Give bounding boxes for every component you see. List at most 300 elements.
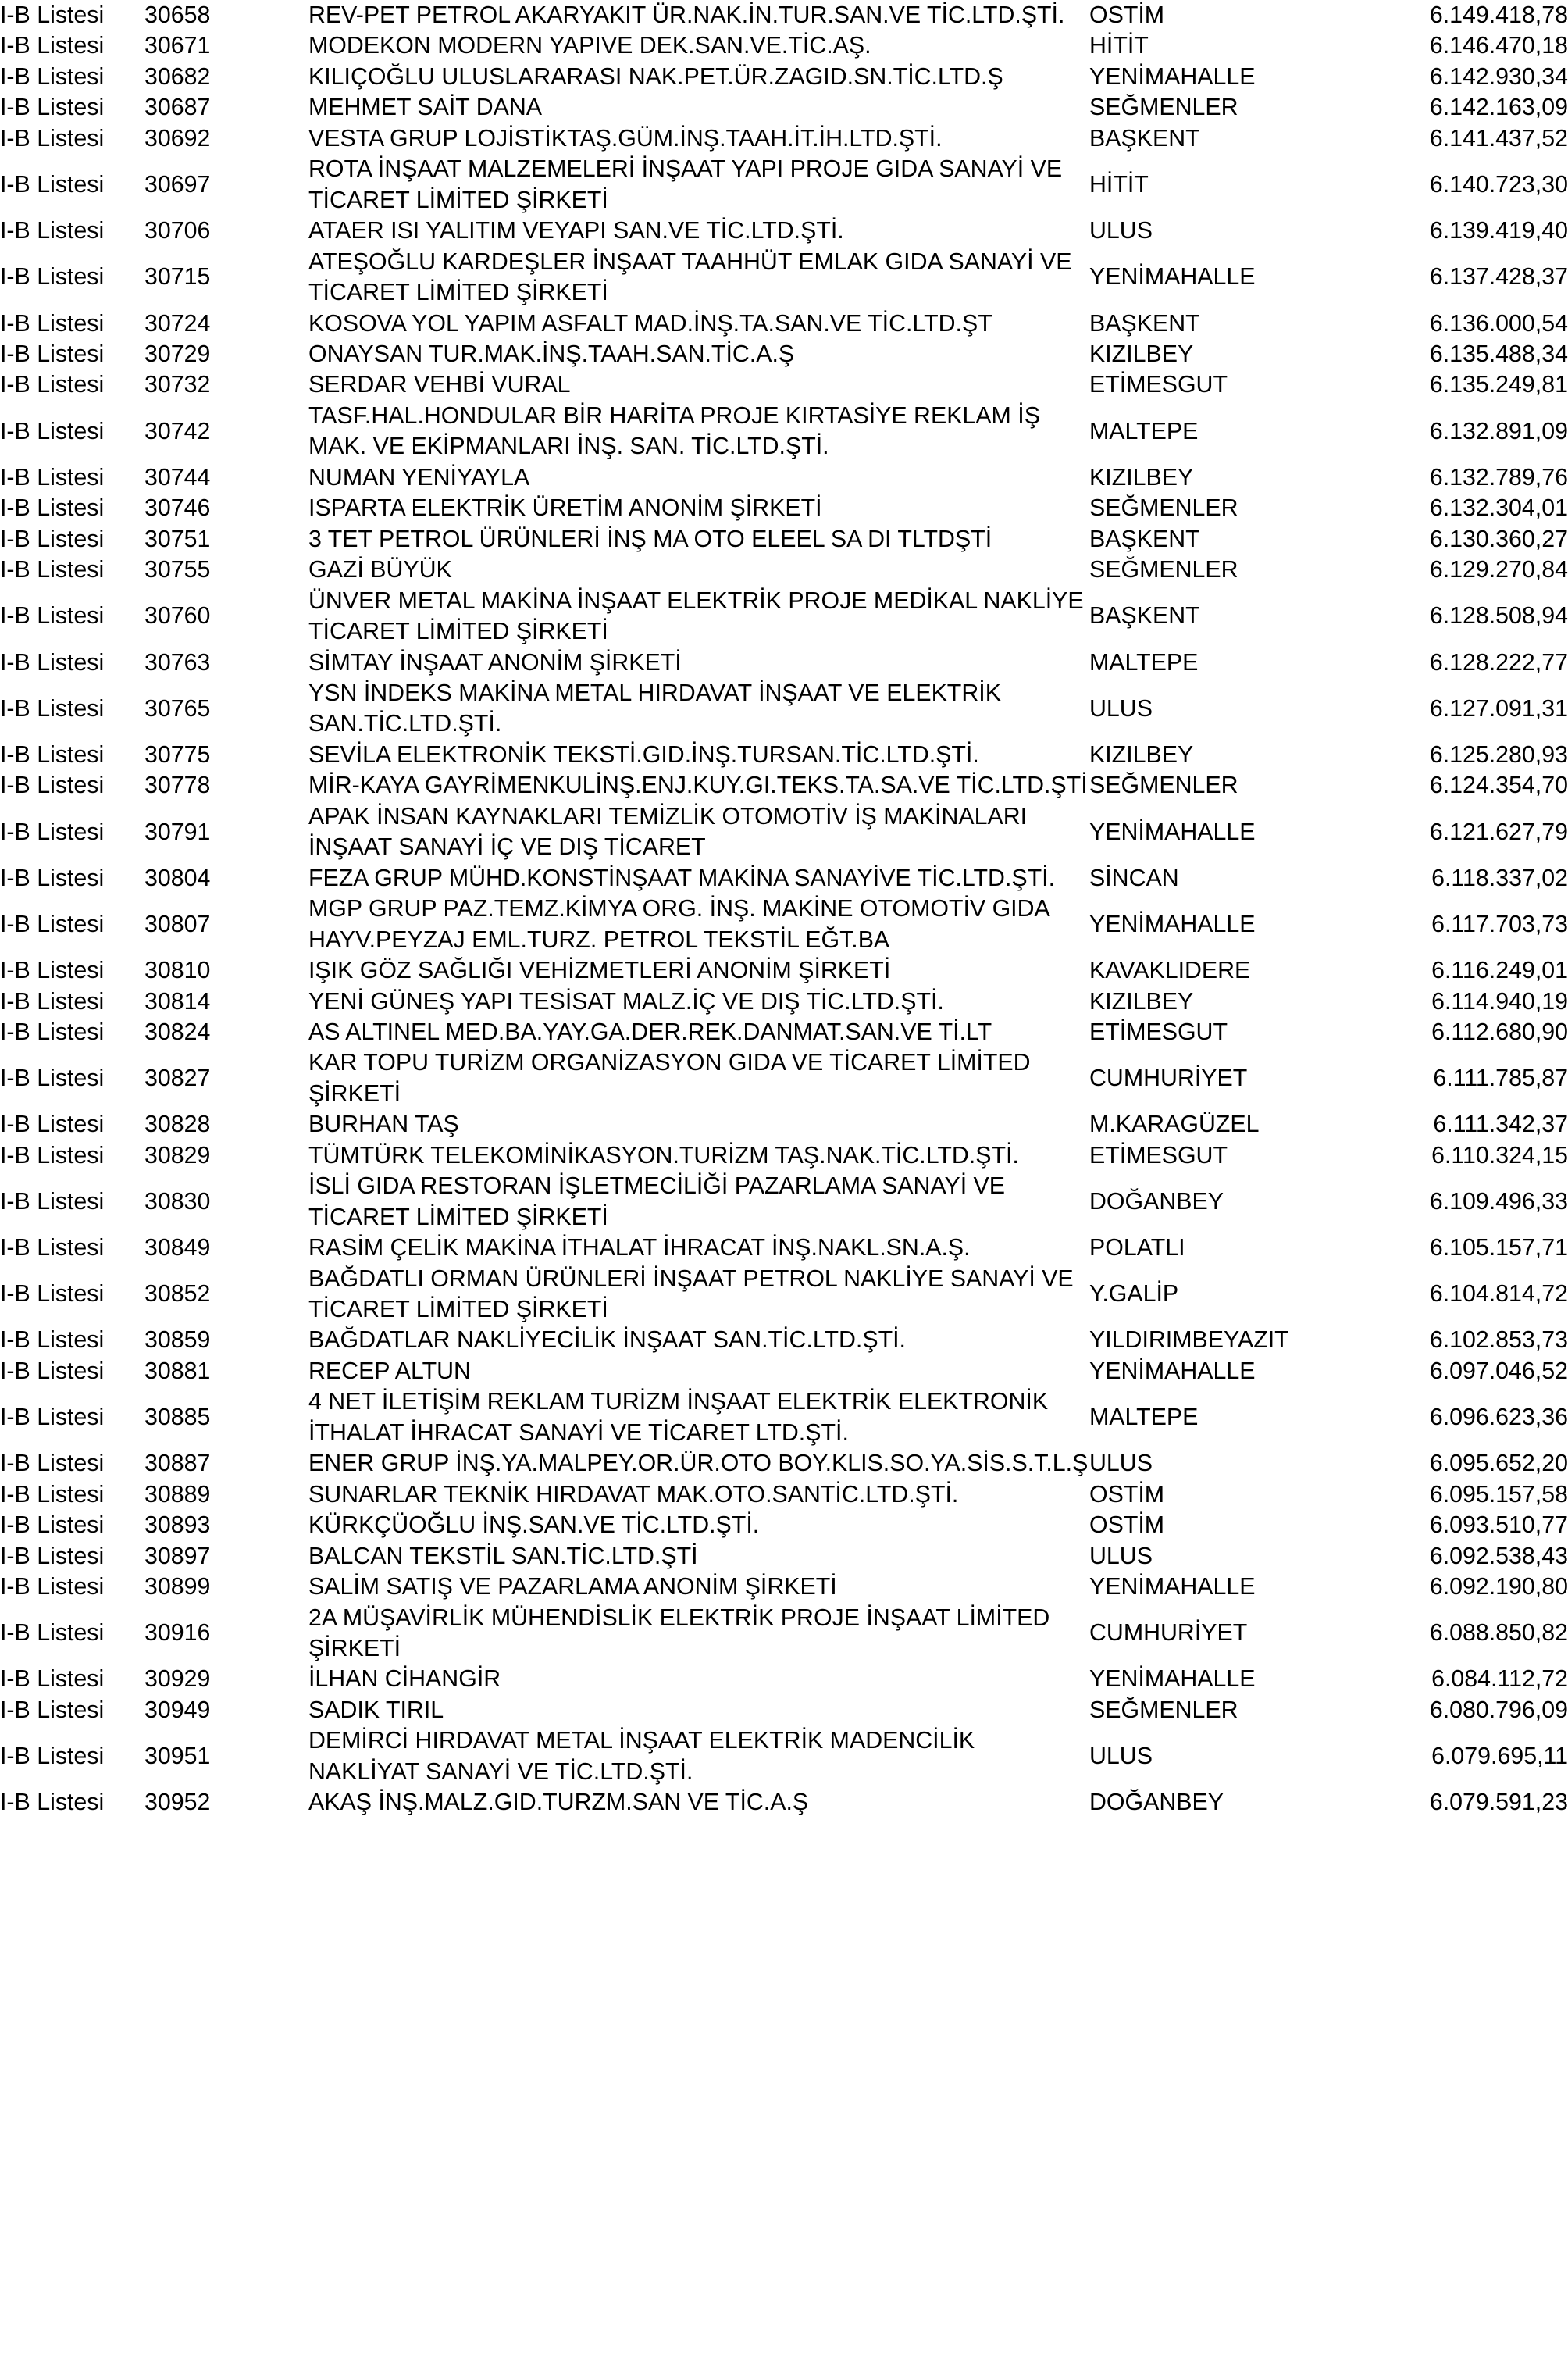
cell-debt-amount: 6.142.163,09: [1429, 95, 1568, 121]
table-row[interactable]: [0, 1510, 1568, 1540]
cell-sequence-id: 30729: [144, 341, 211, 367]
table-row[interactable]: [0, 740, 1568, 770]
cell-tax-office: DOĞANBEY: [1089, 1790, 1224, 1816]
cell-list-label: I-B Listesi: [0, 218, 105, 244]
cell-list-label: I-B Listesi: [0, 773, 105, 799]
cell-debt-amount: 6.142.930,34: [1429, 63, 1568, 90]
cell-list-label: I-B Listesi: [0, 865, 105, 891]
cell-sequence-id: 30724: [144, 310, 211, 337]
cell-debt-amount: 6.104.814,72: [1429, 1281, 1568, 1308]
cell-debt-amount: 6.095.652,20: [1429, 1451, 1568, 1477]
cell-debt-amount: 6.118.337,02: [1431, 865, 1568, 891]
cell-list-label: I-B Listesi: [0, 1620, 105, 1647]
cell-debt-amount: 6.110.324,15: [1431, 1142, 1568, 1169]
cell-debt-amount: 6.149.418,78: [1429, 2, 1568, 28]
cell-debt-amount: 6.096.623,36: [1429, 1404, 1568, 1431]
table-row[interactable]: [0, 123, 1568, 154]
cell-debt-amount: 6.080.796,09: [1429, 1697, 1568, 1723]
cell-spacer: [262, 678, 308, 740]
table-row[interactable]: [0, 1017, 1568, 1047]
table-row[interactable]: [0, 401, 1568, 462]
cell-debt-amount: 6.109.496,33: [1429, 1188, 1568, 1215]
table-row[interactable]: [0, 1787, 1568, 1818]
cell-spacer: [262, 1017, 308, 1047]
cell-list-label: I-B Listesi: [0, 418, 105, 444]
cell-company-name: MGP GRUP PAZ.TEMZ.KİMYA ORG. İNŞ. MAKİNE OTOMOTİV GIDA HAYV.PEYZAJ EML.TURZ. PETROL TEKSTİL EĞT.BA: [308, 896, 1049, 953]
cell-company-name: IŞIK GÖZ SAĞLIĞI VEHİZMETLERİ ANONİM ŞİRKETİ: [308, 958, 891, 984]
cell-company-name: DEMİRCİ HIRDAVAT METAL İNŞAAT ELEKTRİK MADENCİLİK NAKLİYAT SANAYİ VE TİC.LTD.ŞTİ.: [308, 1728, 975, 1785]
cell-tax-office: YENİMAHALLE: [1089, 1666, 1256, 1693]
cell-list-label: I-B Listesi: [0, 1697, 105, 1723]
cell-debt-amount: 6.141.437,52: [1429, 125, 1568, 152]
cell-sequence-id: 30715: [144, 264, 211, 291]
cell-debt-amount: 6.079.591,23: [1429, 1790, 1568, 1816]
cell-sequence-id: 30732: [144, 372, 211, 398]
cell-spacer: [262, 339, 308, 369]
table-row[interactable]: [0, 586, 1568, 648]
cell-sequence-id: 30829: [144, 1142, 211, 1169]
cell-tax-office: SEĞMENLER: [1089, 1697, 1238, 1723]
table-row[interactable]: [0, 62, 1568, 92]
cell-company-name: MEHMET SAİT DANA: [308, 95, 542, 121]
cell-company-name: KÜRKÇÜOĞLU İNŞ.SAN.VE TİC.LTD.ŞTİ.: [308, 1512, 760, 1539]
cell-spacer: [262, 1603, 308, 1665]
cell-debt-amount: 6.125.280,93: [1429, 741, 1568, 768]
cell-debt-amount: 6.088.850,82: [1429, 1620, 1568, 1647]
cell-debt-amount: 6.084.112,72: [1431, 1666, 1568, 1693]
cell-tax-office: ULUS: [1089, 1543, 1153, 1569]
cell-spacer: [262, 555, 308, 585]
cell-company-name: ENER GRUP İNŞ.YA.MALPEY.OR.ÜR.OTO BOY.KLIS.SO.YA.SİS.S.T.L.Ş: [308, 1451, 1089, 1477]
table-row[interactable]: [0, 216, 1568, 246]
cell-company-name: YENİ GÜNEŞ YAPI TESİSAT MALZ.İÇ VE DIŞ TİC.LTD.ŞTİ.: [308, 988, 944, 1015]
cell-sequence-id: 30791: [144, 819, 211, 845]
cell-tax-office: ETİMESGUT: [1089, 372, 1228, 398]
cell-tax-office: YENİMAHALLE: [1089, 1574, 1256, 1600]
cell-debt-amount: 6.095.157,58: [1429, 1481, 1568, 1508]
cell-sequence-id: 30916: [144, 1620, 211, 1647]
cell-sequence-id: 30763: [144, 649, 211, 676]
cell-company-name: SEVİLA ELEKTRONİK TEKSTİ.GID.İNŞ.TURSAN.TİC.LTD.ŞTİ.: [308, 741, 979, 768]
cell-sequence-id: 30751: [144, 526, 211, 552]
cell-spacer: [262, 740, 308, 770]
cell-company-name: TASF.HAL.HONDULAR BİR HARİTA PROJE KIRTASİYE REKLAM İŞ MAK. VE EKİPMANLARI İNŞ. SAN. TİC.LTD.ŞTİ.: [308, 402, 1040, 460]
table-row[interactable]: [0, 1171, 1568, 1233]
cell-company-name: SİMTAY İNŞAAT ANONİM ŞİRKETİ: [308, 649, 682, 676]
cell-list-label: I-B Listesi: [0, 1574, 105, 1600]
cell-tax-office: SEĞMENLER: [1089, 495, 1238, 522]
cell-list-label: I-B Listesi: [0, 1327, 105, 1354]
cell-spacer: [262, 863, 308, 894]
cell-list-label: I-B Listesi: [0, 1188, 105, 1215]
table-row[interactable]: [0, 92, 1568, 123]
table-row[interactable]: [0, 369, 1568, 400]
cell-tax-office: BAŞKENT: [1089, 526, 1200, 552]
cell-spacer: [262, 1356, 308, 1386]
table-row[interactable]: [0, 493, 1568, 523]
table-row[interactable]: [0, 1541, 1568, 1572]
cell-company-name: KAR TOPU TURİZM ORGANİZASYON GIDA VE TİCARET LİMİTED ŞİRKETİ: [308, 1050, 1031, 1107]
cell-tax-office: YENİMAHALLE: [1089, 1358, 1256, 1384]
cell-debt-amount: 6.102.853,73: [1429, 1327, 1568, 1354]
cell-sequence-id: 30810: [144, 958, 211, 984]
cell-sequence-id: 30889: [144, 1481, 211, 1508]
table-row[interactable]: [0, 555, 1568, 585]
cell-debt-amount: 6.114.940,19: [1431, 988, 1568, 1015]
cell-tax-office: CUMHURİYET: [1089, 1065, 1248, 1092]
cell-company-name: BAĞDATLAR NAKLİYECİLİK İNŞAAT SAN.TİC.LTD.ŞTİ.: [308, 1327, 906, 1354]
cell-tax-office: SEĞMENLER: [1089, 95, 1238, 121]
cell-sequence-id: 30887: [144, 1451, 211, 1477]
cell-tax-office: KIZILBEY: [1089, 464, 1194, 491]
cell-company-name: ISPARTA ELEKTRİK ÜRETİM ANONİM ŞİRKETİ: [308, 495, 822, 522]
cell-spacer: [262, 1386, 308, 1448]
cell-company-name: NUMAN YENİYAYLA: [308, 464, 530, 491]
cell-spacer: [262, 1695, 308, 1725]
cell-spacer: [262, 1233, 308, 1263]
cell-sequence-id: 30951: [144, 1743, 211, 1770]
cell-sequence-id: 30859: [144, 1327, 211, 1354]
cell-sequence-id: 30899: [144, 1574, 211, 1600]
cell-spacer: [262, 1140, 308, 1171]
cell-sequence-id: 30697: [144, 171, 211, 198]
cell-sequence-id: 30760: [144, 603, 211, 630]
table-row[interactable]: [0, 1725, 1568, 1787]
cell-spacer: [262, 493, 308, 523]
cell-spacer: [262, 1510, 308, 1540]
table-row[interactable]: [0, 247, 1568, 309]
cell-spacer: [262, 648, 308, 678]
cell-company-name: RASİM ÇELİK MAKİNA İTHALAT İHRACAT İNŞ.NAKL.SN.A.Ş.: [308, 1235, 971, 1261]
cell-debt-amount: 6.116.249,01: [1431, 958, 1568, 984]
cell-tax-office: YENİMAHALLE: [1089, 819, 1256, 845]
cell-sequence-id: 30949: [144, 1697, 211, 1723]
cell-tax-office: KIZILBEY: [1089, 741, 1194, 768]
cell-tax-office: BAŞKENT: [1089, 125, 1200, 152]
cell-tax-office: POLATLI: [1089, 1235, 1185, 1261]
cell-list-label: I-B Listesi: [0, 1142, 105, 1169]
cell-tax-office: SEĞMENLER: [1089, 557, 1238, 583]
cell-list-label: I-B Listesi: [0, 1404, 105, 1431]
cell-list-label: I-B Listesi: [0, 1019, 105, 1045]
cell-spacer: [262, 1664, 308, 1694]
cell-sequence-id: 30849: [144, 1235, 211, 1261]
cell-sequence-id: 30893: [144, 1512, 211, 1539]
cell-list-label: I-B Listesi: [0, 310, 105, 337]
cell-spacer: [262, 123, 308, 154]
table-row[interactable]: [0, 1325, 1568, 1355]
cell-tax-office: MALTEPE: [1089, 649, 1199, 676]
cell-company-name: APAK İNSAN KAYNAKLARI TEMİZLİK OTOMOTİV İŞ MAKİNALARI İNŞAAT SANAYİ İÇ VE DIŞ TİCARET: [308, 803, 1028, 861]
cell-debt-amount: 6.132.304,01: [1429, 495, 1568, 522]
cell-debt-amount: 6.135.249,81: [1429, 372, 1568, 398]
cell-spacer: [262, 92, 308, 123]
cell-list-label: I-B Listesi: [0, 741, 105, 768]
table-row[interactable]: [0, 1356, 1568, 1386]
cell-list-label: I-B Listesi: [0, 1112, 105, 1138]
cell-sequence-id: 30929: [144, 1666, 211, 1693]
cell-company-name: MİR-KAYA GAYRİMENKULİNŞ.ENJ.KUY.GI.TEKS.TA.SA.VE TİC.LTD.ŞTİ: [308, 773, 1088, 799]
cell-debt-amount: 6.137.428,37: [1429, 264, 1568, 291]
cell-spacer: [262, 247, 308, 309]
cell-sequence-id: 30658: [144, 2, 211, 28]
cell-company-name: ATAER ISI YALITIM VEYAPI SAN.VE TİC.LTD.ŞTİ.: [308, 218, 844, 244]
cell-spacer: [262, 154, 308, 216]
cell-tax-office: YENİMAHALLE: [1089, 911, 1256, 937]
cell-debt-amount: 6.097.046,52: [1429, 1358, 1568, 1384]
cell-company-name: ATEŞOĞLU KARDEŞLER İNŞAAT TAAHHÜT EMLAK GIDA SANAYİ VE TİCARET LİMİTED ŞİRKETİ: [308, 248, 1072, 306]
cell-tax-office: YILDIRIMBEYAZIT: [1089, 1327, 1289, 1354]
cell-tax-office: ETİMESGUT: [1089, 1019, 1228, 1045]
cell-tax-office: SİNCAN: [1089, 865, 1179, 891]
table-row[interactable]: [0, 648, 1568, 678]
cell-company-name: REV-PET PETROL AKARYAKIT ÜR.NAK.İN.TUR.SAN.VE TİC.LTD.ŞTİ.: [308, 2, 1065, 28]
table-row[interactable]: [0, 524, 1568, 555]
table-row[interactable]: [0, 678, 1568, 740]
cell-list-label: I-B Listesi: [0, 171, 105, 198]
cell-spacer: [262, 1047, 308, 1109]
cell-tax-office: KIZILBEY: [1089, 341, 1194, 367]
cell-debt-amount: 6.093.510,77: [1429, 1512, 1568, 1539]
cell-list-label: I-B Listesi: [0, 33, 105, 59]
cell-spacer: [262, 1448, 308, 1479]
table-row[interactable]: [0, 1448, 1568, 1479]
cell-spacer: [262, 586, 308, 648]
cell-company-name: KILIÇOĞLU ULUSLARARASI NAK.PET.ÜR.ZAGID.SN.TİC.LTD.Ş: [308, 63, 1003, 90]
cell-list-label: I-B Listesi: [0, 1281, 105, 1308]
cell-company-name: BURHAN TAŞ: [308, 1112, 459, 1138]
cell-list-label: I-B Listesi: [0, 695, 105, 722]
table-row[interactable]: [0, 309, 1568, 339]
cell-debt-amount: 6.128.508,94: [1429, 603, 1568, 630]
cell-sequence-id: 30744: [144, 464, 211, 491]
cell-debt-amount: 6.112.680,90: [1431, 1019, 1568, 1045]
cell-list-label: I-B Listesi: [0, 988, 105, 1015]
cell-company-name: RECEP ALTUN: [308, 1358, 471, 1384]
cell-company-name: GAZİ BÜYÜK: [308, 557, 452, 583]
cell-tax-office: ETİMESGUT: [1089, 1142, 1228, 1169]
cell-list-label: I-B Listesi: [0, 1481, 105, 1508]
cell-debt-amount: 6.111.342,37: [1433, 1112, 1568, 1138]
cell-spacer: [262, 770, 308, 801]
cell-company-name: 4 NET İLETİŞİM REKLAM TURİZM İNŞAAT ELEKTRİK ELEKTRONİK İTHALAT İHRACAT SANAYİ VE TİCARET LTD.ŞTİ.: [308, 1389, 1049, 1446]
table-row[interactable]: [0, 1695, 1568, 1725]
cell-debt-amount: 6.111.785,87: [1433, 1065, 1568, 1092]
cell-list-label: I-B Listesi: [0, 1451, 105, 1477]
cell-debt-amount: 6.128.222,77: [1429, 649, 1568, 676]
cell-debt-amount: 6.127.091,31: [1429, 695, 1568, 722]
cell-spacer: [262, 894, 308, 955]
cell-company-name: FEZA GRUP MÜHD.KONSTİNŞAAT MAKİNA SANAYİVE TİC.LTD.ŞTİ.: [308, 865, 1056, 891]
cell-list-label: I-B Listesi: [0, 464, 105, 491]
cell-debt-amount: 6.079.695,11: [1431, 1743, 1568, 1770]
cell-list-label: I-B Listesi: [0, 1743, 105, 1770]
table-row[interactable]: [0, 955, 1568, 986]
cell-sequence-id: 30692: [144, 125, 211, 152]
cell-spacer: [262, 1479, 308, 1510]
cell-company-name: BAĞDATLI ORMAN ÜRÜNLERİ İNŞAAT PETROL NAKLİYE SANAYİ VE TİCARET LİMİTED ŞİRKETİ: [308, 1265, 1074, 1323]
cell-list-label: I-B Listesi: [0, 1543, 105, 1569]
cell-company-name: 3 TET PETROL ÜRÜNLERİ İNŞ MA OTO ELEEL SA DI TLTDŞTİ: [308, 526, 992, 552]
cell-company-name: AS ALTINEL MED.BA.YAY.GA.DER.REK.DANMAT.SAN.VE Tİ.LT: [308, 1019, 992, 1045]
cell-spacer: [262, 987, 308, 1017]
cell-list-label: I-B Listesi: [0, 1512, 105, 1539]
cell-spacer: [262, 1572, 308, 1602]
table-row[interactable]: [0, 1140, 1568, 1171]
cell-tax-office: KAVAKLIDERE: [1089, 958, 1251, 984]
table-row[interactable]: [0, 801, 1568, 863]
cell-sequence-id: 30827: [144, 1065, 211, 1092]
cell-sequence-id: 30807: [144, 911, 211, 937]
cell-list-label: I-B Listesi: [0, 1065, 105, 1092]
cell-tax-office: ULUS: [1089, 1743, 1153, 1770]
cell-company-name: İSLİ GIDA RESTORAN İŞLETMECİLİĞİ PAZARLAMA SANAYİ VE TİCARET LİMİTED ŞİRKETİ: [308, 1173, 1006, 1230]
cell-debt-amount: 6.124.354,70: [1429, 773, 1568, 799]
table-row[interactable]: [0, 30, 1568, 61]
cell-spacer: [262, 401, 308, 462]
cell-company-name: YSN İNDEKS MAKİNA METAL HIRDAVAT İNŞAAT VE ELEKTRİK SAN.TİC.LTD.ŞTİ.: [308, 680, 1001, 737]
cell-spacer: [262, 1787, 308, 1818]
cell-tax-office: HİTİT: [1089, 171, 1149, 198]
cell-company-name: SALİM SATIŞ VE PAZARLAMA ANONİM ŞİRKETİ: [308, 1574, 837, 1600]
table-row[interactable]: [0, 1047, 1568, 1109]
cell-debt-amount: 6.132.789,76: [1429, 464, 1568, 491]
cell-sequence-id: 30706: [144, 218, 211, 244]
cell-sequence-id: 30852: [144, 1281, 211, 1308]
cell-list-label: I-B Listesi: [0, 372, 105, 398]
cell-list-label: I-B Listesi: [0, 958, 105, 984]
cell-sequence-id: 30682: [144, 63, 211, 90]
cell-company-name: ONAYSAN TUR.MAK.İNŞ.TAAH.SAN.TİC.A.Ş: [308, 341, 795, 367]
cell-sequence-id: 30742: [144, 418, 211, 444]
cell-spacer: [262, 1541, 308, 1572]
cell-spacer: [262, 955, 308, 986]
cell-company-name: VESTA GRUP LOJİSTİKTAŞ.GÜM.İNŞ.TAAH.İT.İH.LTD.ŞTİ.: [308, 125, 943, 152]
cell-tax-office: OSTİM: [1089, 1481, 1165, 1508]
table-row[interactable]: [0, 1264, 1568, 1326]
table-row[interactable]: [0, 894, 1568, 955]
cell-sequence-id: 30746: [144, 495, 211, 522]
cell-tax-office: YENİMAHALLE: [1089, 63, 1256, 90]
cell-spacer: [262, 1725, 308, 1787]
cell-company-name: SERDAR VEHBİ VURAL: [308, 372, 571, 398]
cell-company-name: ROTA İNŞAAT MALZEMELERİ İNŞAAT YAPI PROJE GIDA SANAYİ VE TİCARET LİMİTED ŞİRKETİ: [308, 156, 1063, 213]
cell-tax-office: SEĞMENLER: [1089, 773, 1238, 799]
cell-debt-amount: 6.135.488,34: [1429, 341, 1568, 367]
table-row[interactable]: [0, 1233, 1568, 1263]
cell-list-label: I-B Listesi: [0, 495, 105, 522]
cell-list-label: I-B Listesi: [0, 1790, 105, 1816]
cell-debt-amount: 6.132.891,09: [1429, 418, 1568, 444]
cell-tax-office: MALTEPE: [1089, 418, 1199, 444]
cell-sequence-id: 30897: [144, 1543, 211, 1569]
cell-debt-amount: 6.140.723,30: [1429, 171, 1568, 198]
cell-spacer: [262, 801, 308, 863]
cell-sequence-id: 30804: [144, 865, 211, 891]
cell-company-name: KOSOVA YOL YAPIM ASFALT MAD.İNŞ.TA.SAN.VE TİC.LTD.ŞT: [308, 310, 992, 337]
cell-sequence-id: 30828: [144, 1112, 211, 1138]
cell-list-label: I-B Listesi: [0, 95, 105, 121]
cell-spacer: [262, 1109, 308, 1140]
cell-debt-amount: 6.136.000,54: [1429, 310, 1568, 337]
cell-spacer: [262, 524, 308, 555]
cell-tax-office: OSTİM: [1089, 1512, 1165, 1539]
cell-debt-amount: 6.129.270,84: [1429, 557, 1568, 583]
cell-list-label: I-B Listesi: [0, 264, 105, 291]
cell-list-label: I-B Listesi: [0, 1666, 105, 1693]
table-row[interactable]: [0, 1572, 1568, 1602]
cell-spacer: [262, 216, 308, 246]
table-row[interactable]: [0, 0, 1568, 30]
cell-spacer: [262, 62, 308, 92]
cell-list-label: I-B Listesi: [0, 819, 105, 845]
cell-company-name: SADIK TIRIL: [308, 1697, 444, 1723]
cell-tax-office: HİTİT: [1089, 33, 1149, 59]
cell-list-label: I-B Listesi: [0, 911, 105, 937]
cell-list-label: I-B Listesi: [0, 526, 105, 552]
table-row[interactable]: [0, 154, 1568, 216]
cell-tax-office: ULUS: [1089, 695, 1153, 722]
cell-debt-amount: 6.105.157,71: [1429, 1235, 1568, 1261]
cell-company-name: ÜNVER METAL MAKİNA İNŞAAT ELEKTRİK PROJE MEDİKAL NAKLİYE TİCARET LİMİTED ŞİRKETİ: [308, 587, 1084, 645]
cell-list-label: I-B Listesi: [0, 1235, 105, 1261]
cell-company-name: MODEKON MODERN YAPIVE DEK.SAN.VE.TİC.AŞ.: [308, 33, 871, 59]
cell-debt-amount: 6.117.703,73: [1431, 911, 1568, 937]
cell-debt-amount: 6.146.470,18: [1429, 33, 1568, 59]
cell-sequence-id: 30687: [144, 95, 211, 121]
cell-sequence-id: 30952: [144, 1790, 211, 1816]
cell-debt-amount: 6.139.419,40: [1429, 218, 1568, 244]
table-row[interactable]: [0, 1479, 1568, 1510]
table-row[interactable]: [0, 1386, 1568, 1448]
cell-tax-office: MALTEPE: [1089, 1404, 1199, 1431]
cell-spacer: [262, 1264, 308, 1326]
cell-spacer: [262, 369, 308, 400]
cell-sequence-id: 30765: [144, 695, 211, 722]
table-row[interactable]: [0, 339, 1568, 369]
cell-spacer: [262, 462, 308, 493]
cell-sequence-id: 30775: [144, 741, 211, 768]
cell-sequence-id: 30671: [144, 33, 211, 59]
cell-debt-amount: 6.121.627,79: [1429, 819, 1568, 845]
table-row[interactable]: [0, 462, 1568, 493]
table-row[interactable]: [0, 987, 1568, 1017]
table-row[interactable]: [0, 770, 1568, 801]
table-row[interactable]: [0, 863, 1568, 894]
cell-debt-amount: 6.130.360,27: [1429, 526, 1568, 552]
cell-company-name: İLHAN CİHANGİR: [308, 1666, 501, 1693]
cell-spacer: [262, 30, 308, 61]
cell-company-name: 2A MÜŞAVİRLİK MÜHENDİSLİK ELEKTRİK PROJE İNŞAAT LİMİTED ŞİRKETİ: [308, 1604, 1050, 1662]
cell-debt-amount: 6.092.538,43: [1429, 1543, 1568, 1569]
cell-list-label: I-B Listesi: [0, 557, 105, 583]
cell-list-label: I-B Listesi: [0, 63, 105, 90]
cell-sequence-id: 30814: [144, 988, 211, 1015]
cell-sequence-id: 30830: [144, 1188, 211, 1215]
table-row[interactable]: [0, 1603, 1568, 1665]
cell-sequence-id: 30824: [144, 1019, 211, 1045]
cell-tax-office: YENİMAHALLE: [1089, 264, 1256, 291]
cell-tax-office: BAŞKENT: [1089, 603, 1200, 630]
cell-list-label: I-B Listesi: [0, 2, 105, 28]
table-row[interactable]: [0, 1109, 1568, 1140]
cell-tax-office: OSTİM: [1089, 2, 1165, 28]
cell-spacer: [262, 1325, 308, 1355]
cell-debt-amount: 6.092.190,80: [1429, 1574, 1568, 1600]
cell-spacer: [262, 0, 308, 30]
table-row[interactable]: [0, 1664, 1568, 1694]
cell-company-name: BALCAN TEKSTİL SAN.TİC.LTD.ŞTİ: [308, 1543, 698, 1569]
